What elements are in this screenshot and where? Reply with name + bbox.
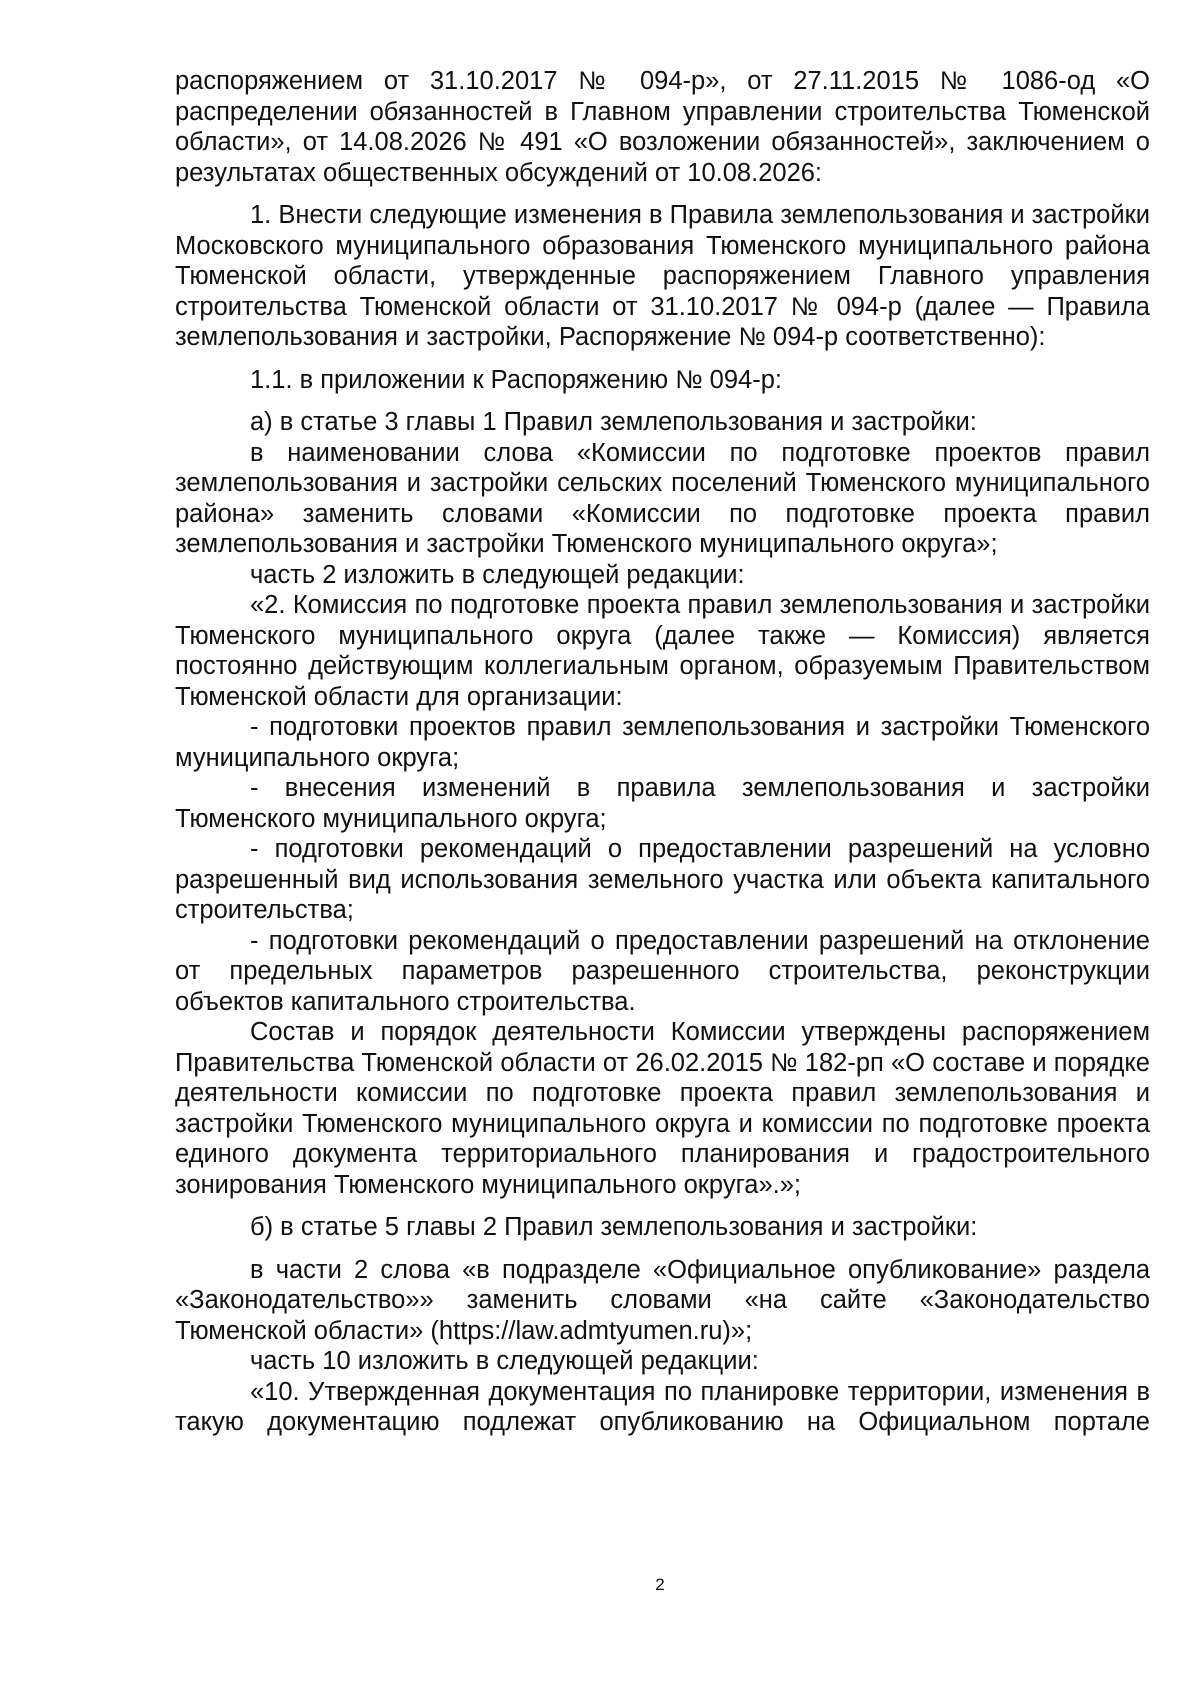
list-item-bullet-4: - подготовки рекомендаций о предоставлении разрешений на отклонение от предельных параметров разрешенного строительства, реконструкции объектов капитального строительства. <box>175 926 1150 1016</box>
page-number: 2 <box>655 1575 665 1594</box>
paragraph-commission-composition: Состав и порядок деятельности Комиссии утверждены распоряжением Правительства Тюменской области от 26.02.2015 № 182-рп «О составе и порядке деятельности комиссии по подготовке проекта правил землепользования и застройки Тюменского муниципального округа и комиссии по подготовке проекта единого документа территориального планирования и градостроительного зонирования Тюменского муниципального округа».»; <box>175 1018 1150 1199</box>
paragraph-part-10-intro: часть 10 изложить в следующей редакции: <box>250 1347 759 1375</box>
paragraph-subitem-b: б) в статье 5 главы 2 Правил землепользования и застройки: <box>250 1213 978 1241</box>
paragraph-item-1-1: 1.1. в приложении к Распоряжению № 094-р: <box>250 365 782 394</box>
paragraph-continuation: распоряжением от 31.10.2017 № 094-р», от 27.11.2015 № 1086-од «О распределении обязанностей в Главном управлении строительства Тюменской области», от 14.08.2026 № 491 «О возложении обязанностей», заключением о результатах общественных обсуждений от 10.08.2026: <box>175 67 1150 187</box>
paragraph-subitem-a: а) в статье 3 главы 1 Правил землепользования и застройки: <box>250 408 977 436</box>
paragraph-part-2-text: «2. Комиссия по подготовке проекта правил землепользования и застройки Тюменского муниципального округа (далее также — Комиссия) является постоянно действующим коллегиальным органом, образуемым Правительством Тюменской области для организации: <box>175 591 1150 711</box>
paragraph-part-10-text: «10. Утвержденная документация по планировке территории, изменения в такую документацию подлежат опубликованию на Официальном портале <box>175 1377 1150 1436</box>
paragraph-part-2-change: в части 2 слова «в подразделе «Официальное опубликование» раздела «Законодательство»» заменить словами «на сайте «Законодательство Тюменской области» (https://law.admtyumen.ru)»; <box>175 1255 1150 1345</box>
paragraph-part-2-intro: часть 2 изложить в следующей редакции: <box>250 560 745 589</box>
paragraph-name-change: в наименовании слова «Комиссии по подготовке проектов правил землепользования и застройки сельских поселений Тюменского муниципального района» заменить словами «Комиссии по подготовке проекта правил землепользования и застройки Тюменского муниципального округа»; <box>175 438 1150 558</box>
list-item-bullet-2: - внесения изменений в правила землепользования и застройки Тюменского муниципального округа; <box>175 774 1150 833</box>
list-item-bullet-3: - подготовки рекомендаций о предоставлении разрешений на условно разрешенный вид использования земельного участка или объекта капитального строительства; <box>175 835 1150 924</box>
list-item-bullet-1: - подготовки проектов правил землепользования и застройки Тюменского муниципального округа; <box>175 713 1150 772</box>
document-body <box>175 66 1150 1438</box>
paragraph-item-1: 1. Внести следующие изменения в Правила землепользования и застройки Московского муниципального образования Тюменского муниципального района Тюменской области, утвержденные распоряжением Главного управления строительства Тюменской области от 31.10.2017 № 094-р (далее — Правила землепользования и застройки, Распоряжение № 094-р соответственно): <box>175 201 1150 351</box>
